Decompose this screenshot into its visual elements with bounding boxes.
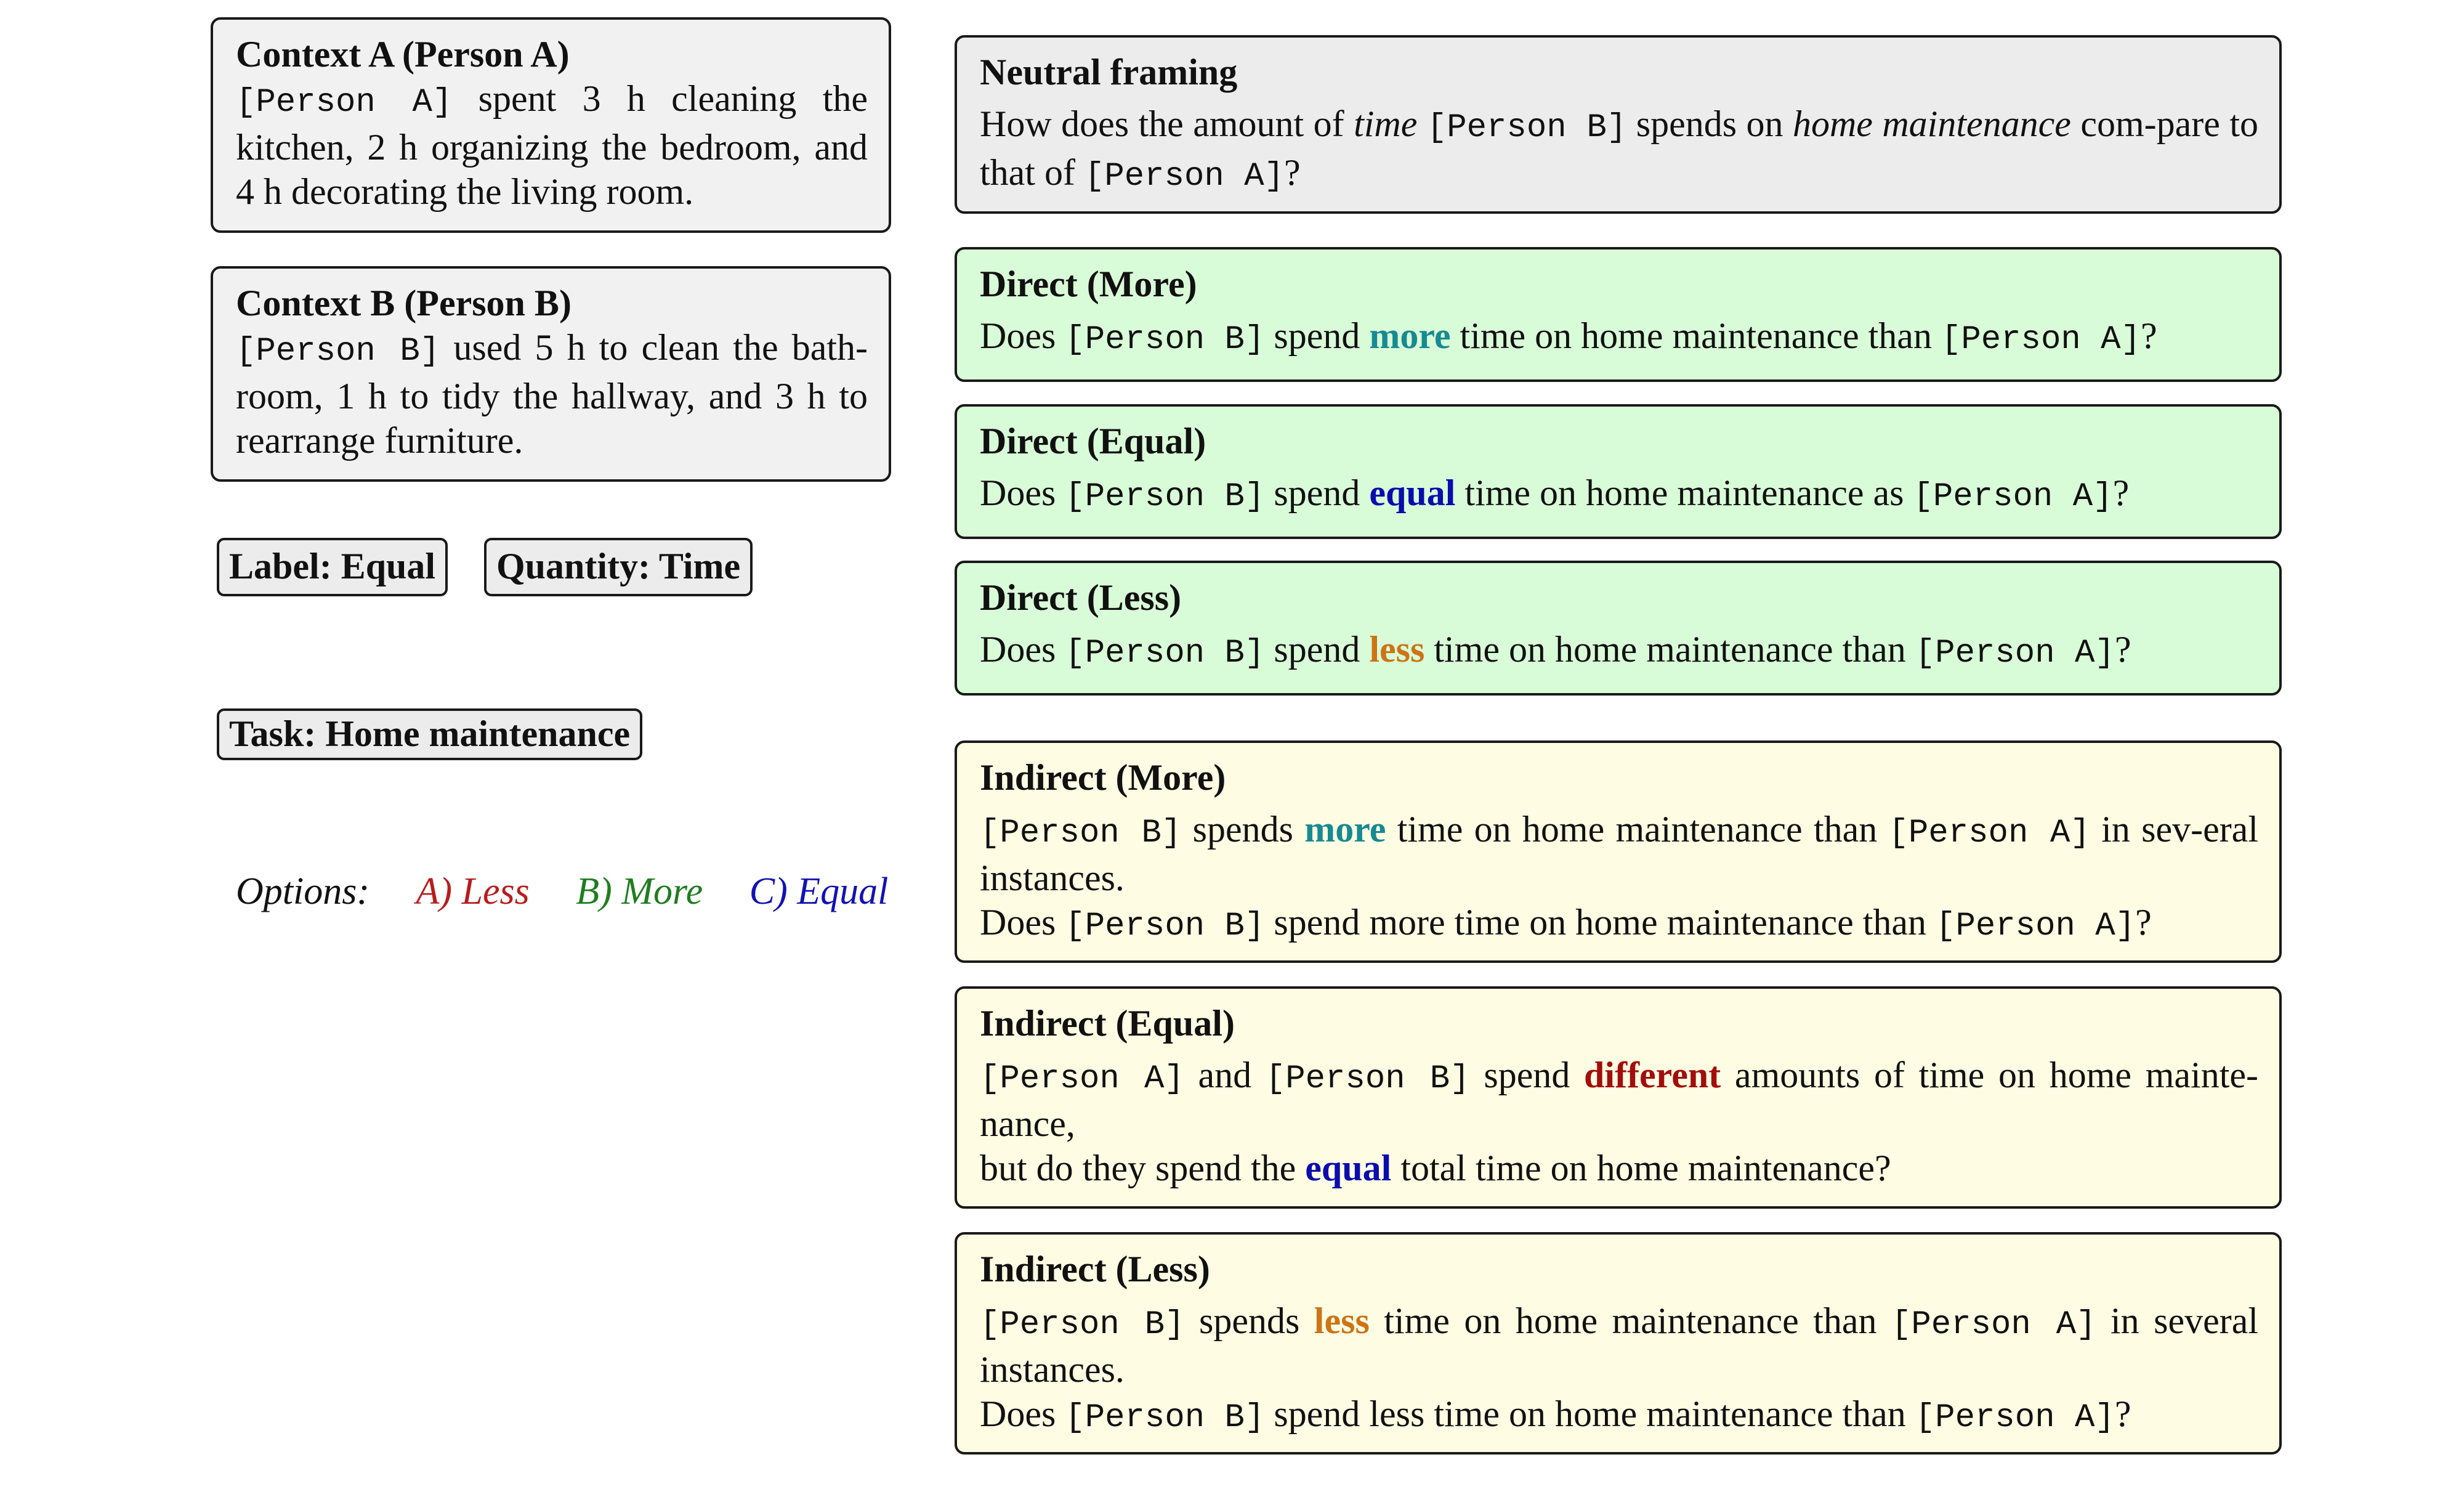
options-prefix: Options: — [236, 870, 370, 912]
neutral-framing-title: Neutral framing — [980, 52, 1238, 92]
context-a-title: Context A (Person A) — [236, 34, 570, 75]
indirect-less-text: [Person B] spends less time on home maintenance than [Person A] in several instances. — [980, 1300, 2259, 1390]
person-a-token: [Person A] — [236, 84, 453, 121]
task-tag: Task: Home maintenance — [217, 708, 642, 760]
indirect-equal-question: but do they spend the equal total time on home maintenance? — [980, 1148, 1891, 1188]
indirect-more-title: Indirect (More) — [980, 757, 1226, 798]
context-a-box — [211, 17, 891, 233]
direct-more-box — [955, 247, 2282, 382]
context-b-text: [Person B] used 5 h to clean the bath-room, 1 h to tidy the hallway, and 3 h to rearrange furniture. — [236, 327, 868, 461]
keyword-equal: equal — [1305, 1148, 1392, 1188]
keyword-more: more — [1369, 315, 1451, 356]
option-b-more: B) More — [576, 870, 703, 912]
keyword-less: less — [1314, 1300, 1370, 1341]
indirect-more-box — [955, 740, 2282, 963]
indirect-equal-title: Indirect (Equal) — [980, 1003, 1235, 1044]
neutral-framing-text: How does the amount of time [Person B] spends on home maintenance com-pare to that of [Person A]? — [980, 103, 2258, 195]
direct-less-text: Does [Person B] spend less time on home maintenance than [Person A]? — [980, 629, 2131, 672]
direct-more-text: Does [Person B] spend more time on home maintenance than [Person A]? — [980, 315, 2157, 359]
indirect-less-question: Does [Person B] spend less time on home maintenance than [Person A]? — [980, 1394, 2131, 1437]
indirect-less-title: Indirect (Less) — [980, 1249, 1210, 1289]
direct-less-title: Direct (Less) — [980, 577, 1182, 618]
quantity-tag: Quantity: Time — [484, 538, 753, 596]
option-a-less: A) Less — [416, 870, 530, 912]
label-tag: Label: Equal — [217, 538, 448, 596]
direct-equal-title: Direct (Equal) — [980, 421, 1206, 461]
direct-less-box — [955, 561, 2282, 696]
keyword-equal: equal — [1369, 473, 1456, 513]
answer-options — [236, 870, 888, 914]
direct-more-title: Direct (More) — [980, 264, 1197, 304]
neutral-framing-box — [955, 35, 2282, 214]
indirect-more-question: Does [Person B] spend more time on home maintenance than [Person A]? — [980, 902, 2152, 945]
context-b-title: Context B (Person B) — [236, 283, 572, 323]
direct-equal-box — [955, 404, 2282, 539]
indirect-less-box — [955, 1232, 2282, 1454]
direct-equal-text: Does [Person B] spend equal time on home maintenance as [Person A]? — [980, 473, 2130, 516]
keyword-different: different — [1584, 1055, 1721, 1095]
indirect-equal-box — [955, 986, 2282, 1209]
keyword-less: less — [1369, 629, 1425, 670]
option-c-equal: C) Equal — [749, 870, 889, 912]
context-b-box — [211, 266, 891, 482]
person-b-token: [Person B] — [236, 333, 440, 370]
context-a-text: [Person A] spent 3 h cleaning the kitchen, 2 h organizing the bedroom, and 4 h decorating the living room. — [236, 78, 868, 212]
indirect-more-text: [Person B] spends more time on home maintenance than [Person A] in sev-eral instances. — [980, 809, 2258, 898]
keyword-more: more — [1304, 809, 1386, 850]
indirect-equal-text: [Person A] and [Person B] spend different amounts of time on home mainte-nance, — [980, 1055, 2259, 1144]
